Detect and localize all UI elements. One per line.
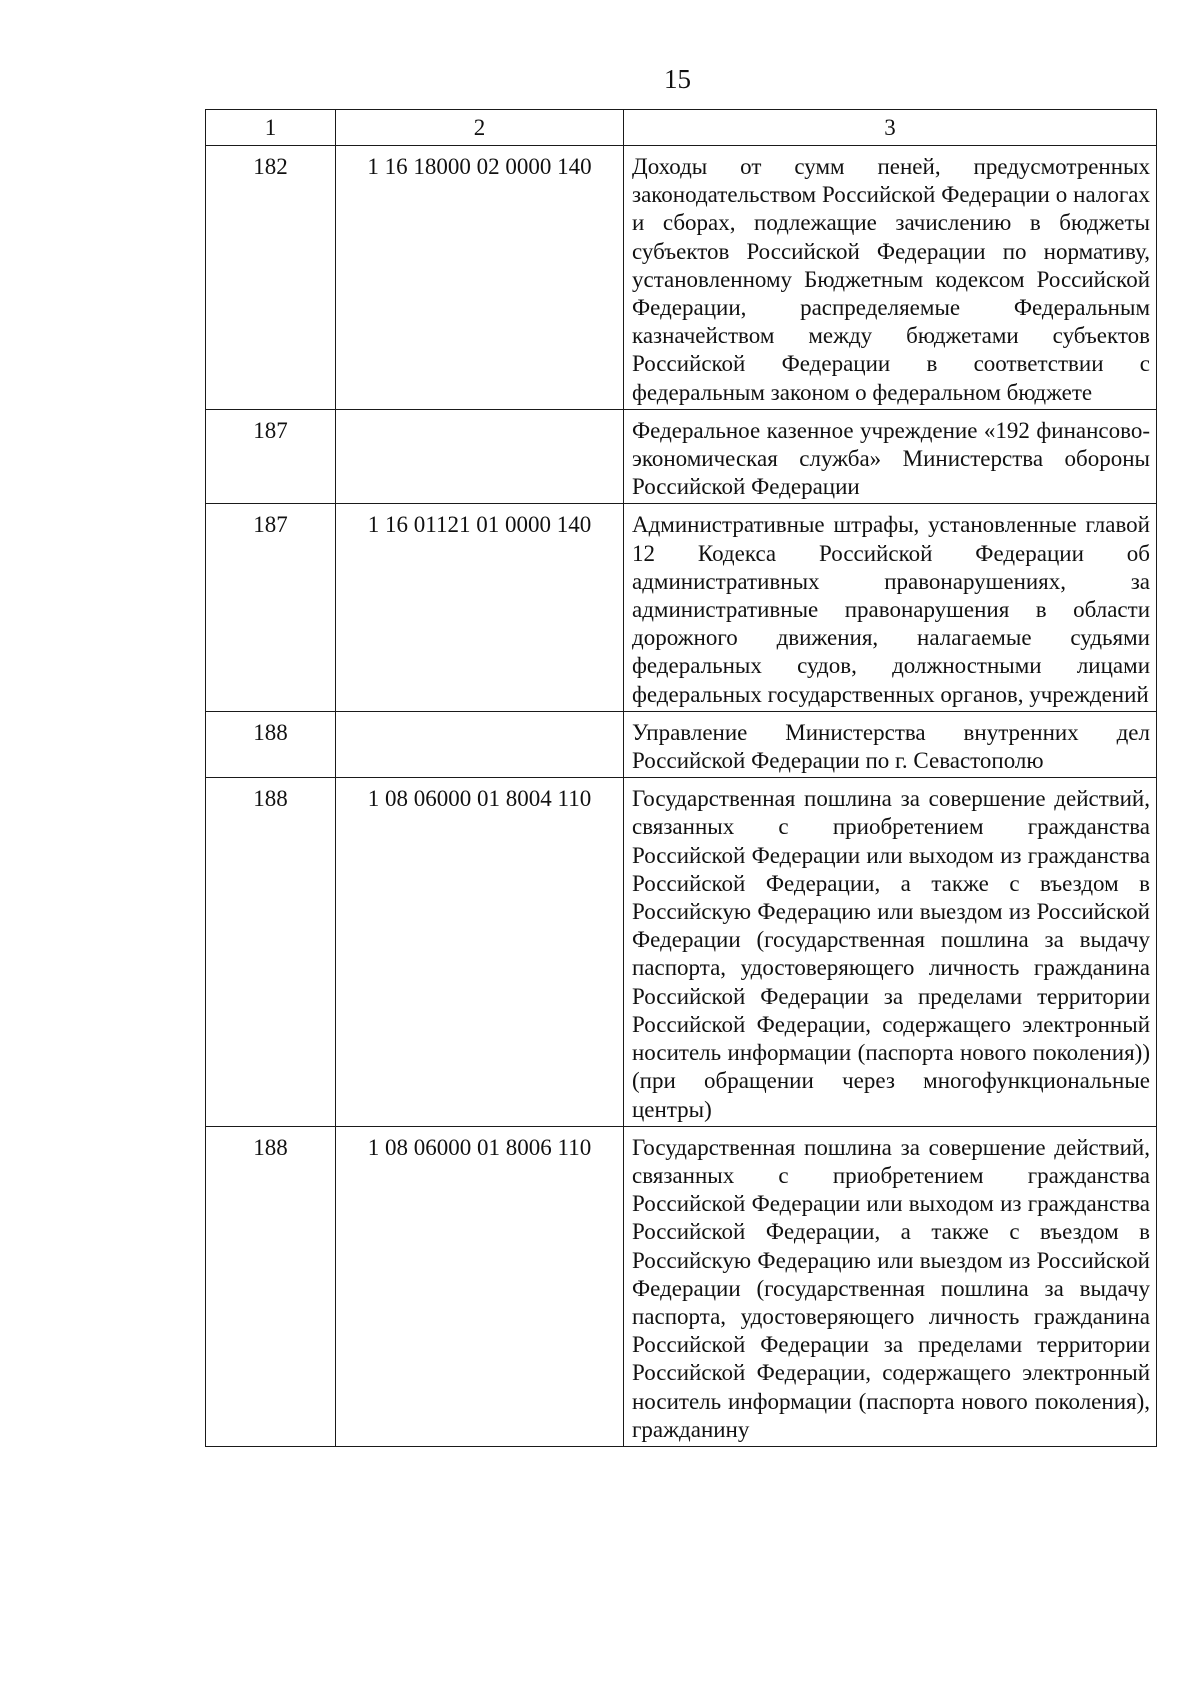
table-header-row — [206, 110, 1157, 146]
column-header-1: 1 — [206, 110, 336, 146]
table-row — [206, 778, 1157, 1126]
budget-classification-code — [336, 409, 624, 504]
column-header-3: 3 — [624, 110, 1157, 146]
budget-classification-code — [336, 711, 624, 777]
administrator-name: Управление Министерства внутренних дел Российской Федерации по г. Севастополю — [624, 711, 1157, 777]
administrator-name: Федеральное казенное учреждение «192 финансово-экономическая служба» Министерства обороны Российской Федерации — [624, 409, 1157, 504]
budget-classification-code: 1 08 06000 01 8004 110 — [336, 778, 624, 1126]
administrator-code: 187 — [206, 504, 336, 711]
revenue-description: Административные штрафы, установленные главой 12 Кодекса Российской Федерации об административных правонарушениях, за административные правонарушения в области дорожного движения, налагаемые судьями федеральных судов, должностными лицами федеральных государственных органов, учреждений — [624, 504, 1157, 711]
table-row — [206, 504, 1157, 711]
revenue-description: Государственная пошлина за совершение действий, связанных с приобретением гражданства Российской Федерации или выходом из гражданства Российской Федерации, а также с въездом в Российскую Федерацию или выездом из Российской Федерации (государственная пошлина за выдачу паспорта, удостоверяющего личность гражданина Российской Федерации за пределами территории Российской Федерации, содержащего электронный носитель информации (паспорта нового поколения)) (при обращении через многофункциональные центры) — [624, 778, 1157, 1126]
budget-classification-code: 1 16 18000 02 0000 140 — [336, 146, 624, 410]
administrator-code: 187 — [206, 409, 336, 504]
revenue-codes-table — [205, 109, 1157, 1447]
table-row-administrator — [206, 711, 1157, 777]
revenue-description: Доходы от сумм пеней, предусмотренных законодательством Российской Федерации о налогах и сборах, подлежащие зачислению в бюджеты субъектов Российской Федерации по нормативу, установленному Бюджетным кодексом Российской Федерации, распределяемые Федеральным казначейством между бюджетами субъектов Российской Федерации в соответствии с федеральным законом о федеральном бюджете — [624, 146, 1157, 410]
table-row — [206, 1126, 1157, 1446]
budget-classification-code: 1 08 06000 01 8006 110 — [336, 1126, 624, 1446]
table-row-administrator — [206, 409, 1157, 504]
table-row — [206, 146, 1157, 410]
column-header-2: 2 — [336, 110, 624, 146]
administrator-code: 188 — [206, 711, 336, 777]
page-number: 15 — [664, 64, 691, 94]
administrator-code: 188 — [206, 778, 336, 1126]
revenue-description: Государственная пошлина за совершение действий, связанных с приобретением гражданства Российской Федерации или выходом из гражданства Российской Федерации, а также с въездом в Российскую Федерацию или выездом из Российской Федерации (государственная пошлина за выдачу паспорта, удостоверяющего личность гражданина Российской Федерации за пределами территории Российской Федерации, содержащего электронный носитель информации (паспорта нового поколения), гражданину — [624, 1126, 1157, 1446]
administrator-code: 182 — [206, 146, 336, 410]
budget-classification-code: 1 16 01121 01 0000 140 — [336, 504, 624, 711]
administrator-code: 188 — [206, 1126, 336, 1446]
